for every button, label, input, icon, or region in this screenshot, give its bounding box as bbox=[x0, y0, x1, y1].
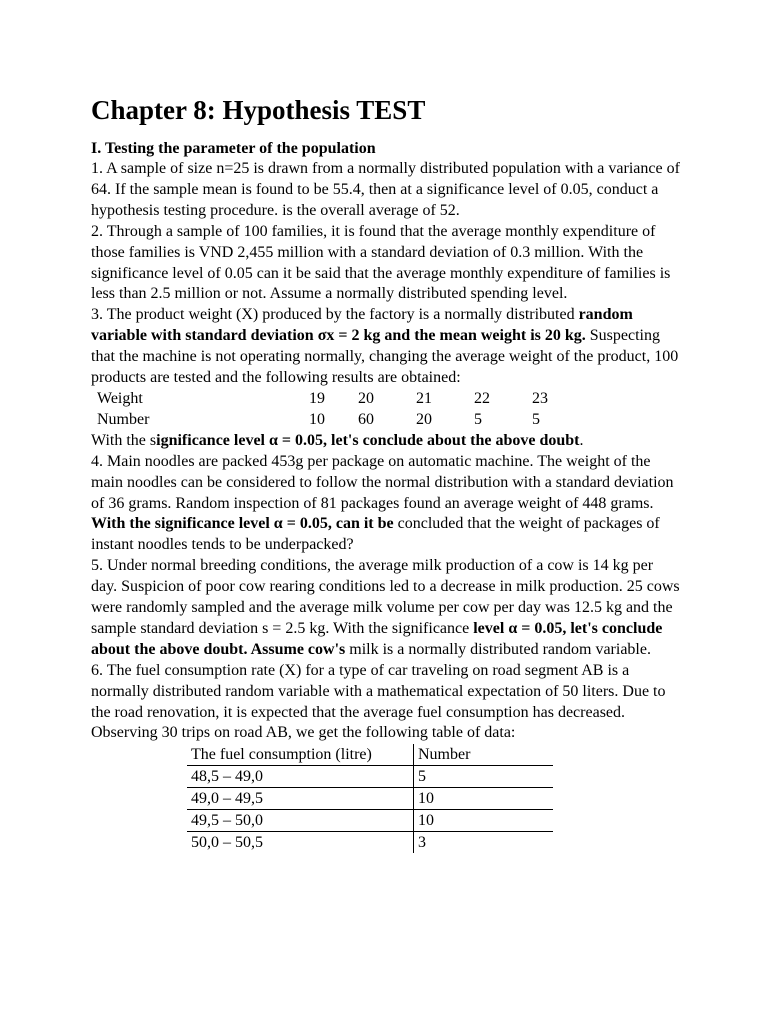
fuel-consumption-table bbox=[187, 744, 553, 853]
table-header-cell: Number bbox=[414, 744, 554, 766]
problem-5-end: milk is a normally distributed random variable. bbox=[345, 640, 651, 658]
table-header-row bbox=[187, 744, 553, 766]
table-header-cell: The fuel consumption (litre) bbox=[187, 744, 414, 766]
problem-3-question-start: With the s bbox=[91, 431, 157, 449]
problem-3-question-end: . bbox=[579, 431, 584, 449]
problem-1: 1. A sample of size n=25 is drawn from a normally distributed population with a variance of 64. If the sample mean is found to be 55.4, then at a significance level of 0.05, conduct a hypothesis testing procedure. is the overall average of 52. bbox=[91, 160, 680, 219]
table-cell: 49,5 – 50,0 bbox=[187, 810, 414, 832]
problem-4-end: concluded that the weight of packages of instant noodles tends to be underpacked? bbox=[91, 515, 660, 554]
page-title: Chapter 8: Hypothesis TEST bbox=[91, 95, 426, 125]
problem-3-line-1: 3. The product weight (X) produced by the factory is a normally distributed bbox=[91, 306, 575, 324]
table-cell: 50,0 – 50,5 bbox=[187, 832, 414, 854]
table-cell: 10 bbox=[414, 788, 554, 810]
table-row bbox=[187, 766, 553, 788]
problem-4 bbox=[91, 452, 681, 557]
table-cell: 10 bbox=[414, 810, 554, 832]
number-cell: 60 bbox=[358, 410, 374, 428]
problem-2: 2. Through a sample of 100 families, it is found that the average monthly expenditure of those families is VND 2,455 million with a standard deviation of 0.3 million. With the significance level of 0.05 can it be said that the average monthly expenditure of families is less than 2.5 million or not. Assume a normally distributed spending level. bbox=[91, 222, 671, 303]
document-page bbox=[91, 92, 681, 853]
weight-cell: 22 bbox=[474, 389, 490, 407]
problem-4-text: 4. Main noodles are packed 453g per package on automatic machine. The weight of the main noodles can be considered to follow the normal distribution with a standard deviation of 36 grams. Random inspection of 81 packages found an average weight of 448 grams. bbox=[91, 452, 674, 512]
problem-5-bold: level α = 0.05, let's conclude about the above doubt. Assume cow's bbox=[91, 619, 663, 658]
problem-3-question bbox=[91, 431, 681, 452]
weight-row-label: Weight bbox=[97, 389, 143, 407]
problem-5 bbox=[91, 556, 681, 661]
problem-3-question-bold: ignificance level α = 0.05, let's conclude about the above doubt bbox=[156, 431, 580, 449]
number-cell: 20 bbox=[416, 410, 432, 428]
table-row bbox=[187, 810, 553, 832]
number-cell: 10 bbox=[309, 410, 325, 428]
weight-table bbox=[91, 389, 551, 431]
document-body bbox=[91, 159, 681, 853]
problem-6: 6. The fuel consumption rate (X) for a type of car traveling on road segment AB is a normally distributed random variable with a mathematical expectation of 50 liters. Due to the road renovation, it is expected that the average fuel consumption has decreased. Observing 30 trips on road AB, we get the following table of data: bbox=[91, 661, 666, 742]
table-cell: 49,0 – 49,5 bbox=[187, 788, 414, 810]
weight-cell: 20 bbox=[358, 389, 374, 407]
problem-4-bold: With the significance level α = 0.05, can it be bbox=[91, 515, 394, 533]
number-row-label: Number bbox=[97, 410, 150, 428]
section-heading: I. Testing the parameter of the population bbox=[91, 140, 376, 157]
table-cell: 3 bbox=[418, 834, 426, 852]
problem-3-bold-line: random variable with standard deviation σx = 2 kg and the mean weight is 20 kg. bbox=[91, 306, 633, 345]
problem-3-rest: Suspecting that the machine is not operating normally, changing the average weight of the product, 100 products are tested and the following results are obtained: bbox=[91, 327, 679, 387]
weight-cell: 21 bbox=[416, 389, 432, 407]
problem-5-text: 5. Under normal breeding conditions, the average milk production of a cow is 14 kg per day. Suspicion of poor cow rearing conditions led to a decrease in milk production. 25 cows were randomly sampled and the average milk volume per cow per day was 12.5 kg and the sample standard deviation s = 2.5 kg. With the significance bbox=[91, 557, 680, 637]
table-cell: 48,5 – 49,0 bbox=[187, 766, 414, 788]
table-cell: 5 bbox=[414, 766, 554, 788]
problem-3 bbox=[91, 305, 681, 389]
table-row bbox=[187, 788, 553, 810]
weight-cell: 19 bbox=[309, 389, 325, 407]
number-cell: 5 bbox=[474, 410, 482, 428]
table-row bbox=[187, 832, 553, 854]
weight-cell: 23 bbox=[532, 389, 548, 407]
number-cell: 5 bbox=[532, 410, 540, 428]
